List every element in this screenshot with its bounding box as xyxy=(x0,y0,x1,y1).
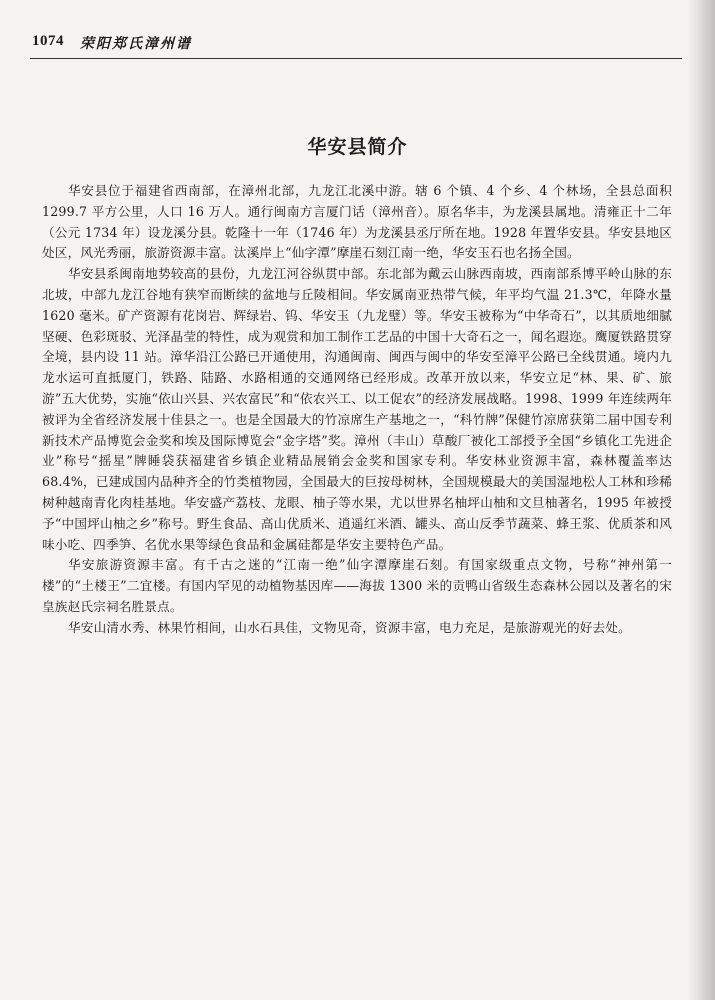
paragraph: 华安旅游资源丰富。有千古之迷的“江南一绝”仙字潭摩崖石刻。有国家级重点文物，号称“神州第一楼”的“土楼王”二宜楼。有国内罕见的动植物基因库——海拔 1300 米的贡鸭山省级生态森林公园以及著名的宋皇族赵氏宗祠名胜景点。 xyxy=(42,557,672,614)
paragraph: 华安山清水秀、林果竹相间，山水石具佳，文物见奇，资源丰富，电力充足，是旅游观光的好去处。 xyxy=(68,619,631,635)
article-body xyxy=(42,181,672,639)
page-header xyxy=(30,33,680,57)
page-number: 1074 xyxy=(32,33,64,49)
paragraph: 华安县系闽南地势较高的县份，九龙江河谷纵贯中部。东北部为戴云山脉西南坡，西南部系博平岭山脉的东北坡，中部九龙江谷地有狭窄而断续的盆地与丘陵相间。华安属南亚热带气候，年平均气温 21.3℃，年降水量 1620 毫米。矿产资源有花岗岩、辉绿岩、钨、华安玉（九龙璧）等。华安玉被称为“中华奇石”，以其质地细腻坚硬、色彩斑驳、光泽晶莹的特性，成为观赏和加工制作工艺品的中国十大奇石之一，闻名遐迩。鹰厦铁路贯穿全境，县内设 11 站。漳华沿江公路已开通使用，沟通闽南、闽西与闽中的华安至漳平公路已全线贯通。境内九龙水运可直抵厦门，铁路、陆路、水路相通的交通网络已经形成。改革开放以来，华安立足“林、果、矿、旅游”五大优势，实施“依山兴县、兴农富民”和“依农兴工、以工促农”的经济发展战略。1998、1999 年连续两年被评为全省经济发展十佳县之一。也是全国最大的竹凉席生产基地之一，“科竹牌”保健竹凉席获第二届中国专利新技术产品博览会金奖和埃及国际博览会“金字塔”奖。漳州（丰山）草酸厂被化工部授予全国“乡镇化工先进企业”称号“摇星”牌睡袋获福建省乡镇企业精品展销会金奖和国家专利。华安林业资源丰富，森林覆盖率达 68.4%，已建成国内品种齐全的竹类植物园，全国最大的巨按母树林，全国规模最大的美国湿地松人工林和珍稀树种越南青化肉桂基地。华安盛产荔枝、龙眼、柚子等水果，尤以世界名柚坪山柚和文旦柚著名，1995 年被授予“中国坪山柚之乡”称号。野生食品、高山优质米、逍遥红米酒、罐头、高山反季节蔬菜、蜂王浆、优质茶和风味小吃、四季笋、名优水果等绿色食品和金属硅都是华安主要特色产品。 xyxy=(42,266,672,552)
article-title: 华安县简介 xyxy=(307,136,408,158)
header-rule xyxy=(30,58,682,59)
paragraph: 华安县位于福建省西南部，在漳州北部，九龙江北溪中游。辖 6 个镇、4 个乡、4 个林场，全县总面积 1299.7 平方公里，人口 16 万人。通行闽南方言厦门话（漳州音）。原名华丰，为龙溪县属地。清雍正十二年（公元 1734 年）设龙溪分县。乾隆十一年（1746 年）为龙溪县丞厅所在地。1928 年置华安县。华安县地区处区，风光秀丽，旅游资源丰富。汰溪岸上“仙字潭”摩崖石刻江南一绝，华安玉石也名扬全国。 xyxy=(42,183,672,261)
book-title: 荣阳郑氏漳州谱 xyxy=(80,36,192,52)
